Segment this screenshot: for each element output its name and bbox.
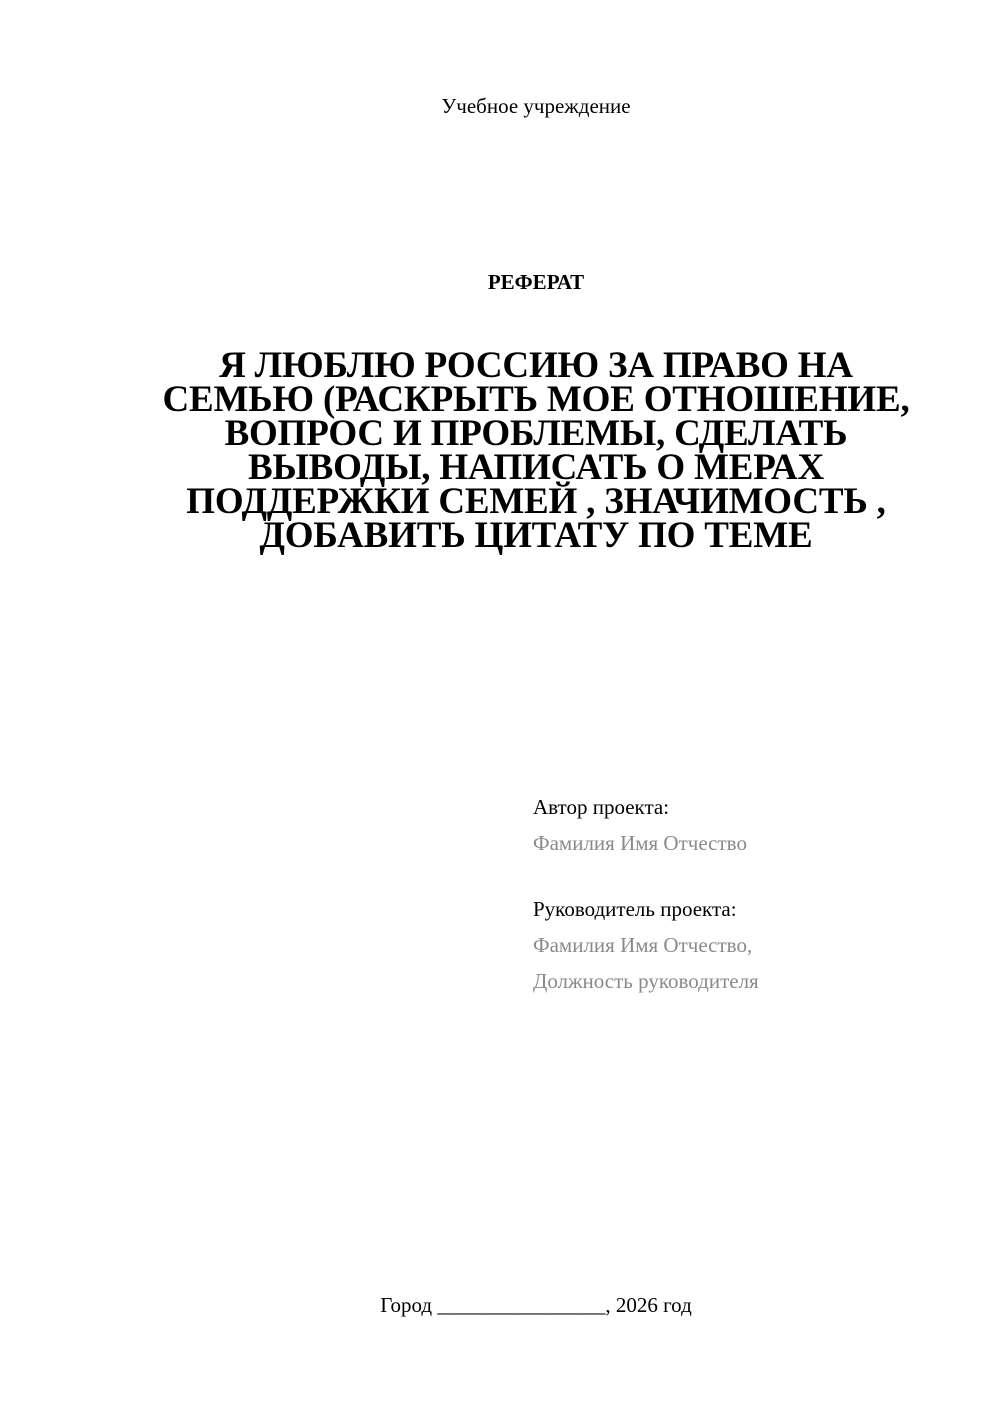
supervisor-label: Руководитель проекта: — [533, 897, 737, 921]
author-label: Автор проекта: — [533, 795, 670, 819]
author-name: Фамилия Имя Отчество — [533, 831, 747, 855]
document-type: РЕФЕРАТ — [487, 270, 585, 294]
supervisor-name: Фамилия Имя Отчество, — [533, 933, 753, 957]
credits-spacer — [533, 861, 973, 891]
document-title: Я ЛЮБЛЮ РОССИЮ ЗА ПРАВО НА СЕМЬЮ (РАСКРЫТЬ МОЕ ОТНОШЕНИЕ, ВОПРОС И ПРОБЛЕМЫ, СДЕЛАТЬ ВЫВОДЫ, НАПИСАТЬ О МЕРАХ ПОДДЕРЖКИ СЕМЕЙ , ЗНАЧИМОСТЬ , ДОБАВИТЬ ЦИТАТУ ПО ТЕМЕ — [162, 345, 910, 556]
supervisor-position: Должность руководителя — [533, 969, 759, 993]
credits-block — [533, 789, 973, 999]
city-year-line: Город ________________, 2026 год — [380, 1293, 692, 1317]
institution-name: Учебное учреждение — [441, 94, 631, 118]
